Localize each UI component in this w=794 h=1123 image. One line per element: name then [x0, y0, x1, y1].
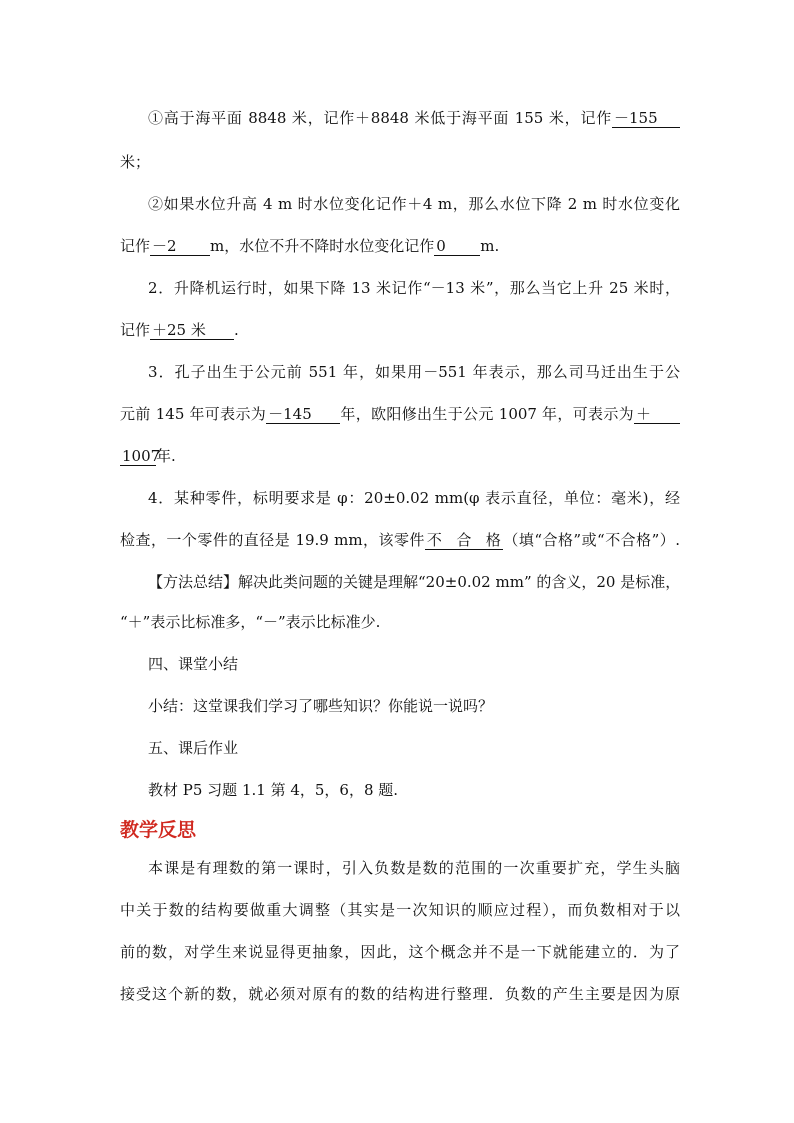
q3-text-c: 年.	[156, 447, 176, 465]
answer-blank: ＋	[634, 405, 680, 424]
q4-line2	[120, 530, 680, 550]
q2-line1: 2．升降机运行时，如果下降 13 米记作“－13 米”，那么当它上升 25 米时，	[148, 279, 680, 297]
reflection-line: 前的数，对学生来说显得更抽象，因此，这个概念并不是一下就能建立的．为了	[120, 943, 680, 961]
method-summary-line1: 【方法总结】解决此类问题的关键是理解“20±0.02 mm” 的含义，20 是标准，	[148, 573, 681, 591]
section-5-title: 五、课后作业	[148, 739, 239, 757]
q2-line2	[120, 320, 680, 340]
answer-blank: ＋25 米	[150, 321, 234, 340]
q3-text-b: 年，欧阳修出生于公元 1007 年，可表示为	[340, 405, 635, 423]
answer-blank: 不合格	[426, 531, 501, 549]
answer-blank-continued: 1007	[122, 447, 161, 465]
q2-text-b: .	[234, 321, 239, 339]
q1-1-line2: 米；	[120, 153, 151, 171]
q1-1-text-a: ①高于海平面 8848 米，记作＋8848 米	[148, 109, 431, 127]
section-4-text: 小结：这堂课我们学习了哪些知识？你能说一说吗？	[148, 697, 494, 715]
section-4-title: 四、课堂小结	[148, 655, 239, 673]
answer-blank: －2	[150, 237, 210, 256]
answer-blank: 0	[434, 237, 480, 256]
q4-text-b: （填“合格”或“不合格”）.	[502, 531, 680, 549]
q3-line3	[120, 446, 680, 466]
reflection-heading: 教学反思	[120, 819, 197, 841]
q1-2-text-b: m，水位不升不降时水位变化记作	[210, 237, 435, 255]
q1-2-line2	[120, 236, 680, 256]
q4-line1: 4．某种零件，标明要求是 φ：20±0.02 mm(φ 表示直径，单位：毫米)，经	[148, 489, 680, 507]
q4-text-a: 检查，一个零件的直径是 19.9 mm，该零件	[120, 531, 425, 549]
q3-line2	[120, 404, 680, 424]
reflection-line: 中关于数的结构要做重大调整（其实是一次知识的顺应过程），而负数相对于以	[120, 901, 680, 919]
q3-line1: 3．孔子出生于公元前 551 年，如果用－551 年表示，那么司马迁出生于公	[148, 363, 680, 381]
reflection-line: 本课是有理数的第一课时，引入负数是数的范围的一次重要扩充，学生头脑	[148, 859, 680, 877]
section-5-text: 教材 P5 习题 1.1 第 4，5，6，8 题.	[148, 781, 399, 799]
answer-blank: －145	[266, 405, 340, 424]
q1-1-line1	[148, 108, 680, 128]
q3-text-a: 元前 145 年可表示为	[120, 405, 267, 423]
method-summary-line2: “＋”表示比标准多，“－”表示比标准少.	[120, 613, 381, 631]
reflection-line: 接受这个新的数，就必须对原有的数的结构进行整理．负数的产生主要是因为原	[120, 985, 680, 1003]
answer-blank: －155	[612, 109, 680, 128]
q1-2-text-a: 记作	[120, 237, 151, 255]
q1-1-text-b: 低于海平面 155 米，记作	[430, 109, 612, 127]
q1-2-line1: ②如果水位升高 4 m 时水位变化记作＋4 m，那么水位下降 2 m 时水位变化	[148, 195, 680, 213]
q1-2-text-c: m.	[480, 237, 500, 255]
q2-text-a: 记作	[120, 321, 151, 339]
